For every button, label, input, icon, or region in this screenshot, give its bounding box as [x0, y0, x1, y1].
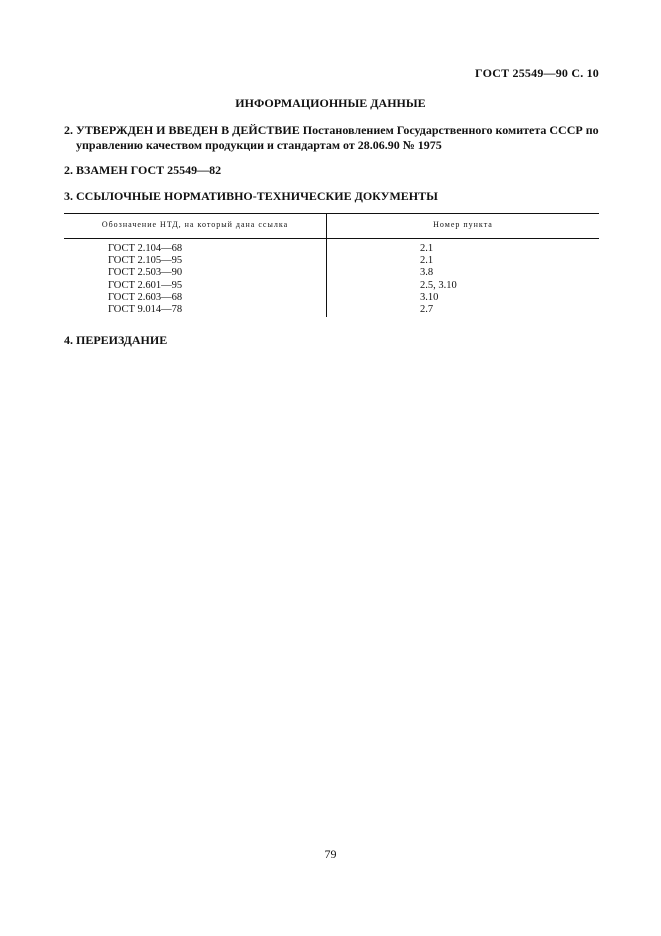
section-reissue [64, 333, 599, 348]
section-reissue-heading: 4. ПЕРЕИЗДАНИЕ [64, 333, 168, 347]
page-title: ИНФОРМАЦИОННЫЕ ДАННЫЕ [235, 96, 426, 110]
table-cell-document: ГОСТ 2.603—68 [108, 291, 183, 303]
running-header: ГОСТ 25549—90 С. 10 [475, 66, 599, 80]
table-cell-item: 3.8 [420, 267, 434, 279]
section-replaces-heading: 2. ВЗАМЕН ГОСТ 25549—82 [64, 163, 222, 177]
table-cell-item: 2.1 [420, 255, 434, 267]
references-table [64, 213, 599, 317]
section-approved-text-line2: управлению качеством продукции и стандартам от 28.06.90 № 1975 [76, 138, 442, 152]
section-approved [64, 123, 599, 153]
table-cell-document: ГОСТ 9.014—78 [108, 304, 183, 316]
section-references-heading: 3. ССЫЛОЧНЫЕ НОРМАТИВНО-ТЕХНИЧЕСКИЕ ДОКУМЕНТЫ [64, 189, 438, 203]
page-number: 79 [324, 847, 337, 861]
table-cell-document: ГОСТ 2.105—95 [108, 255, 183, 267]
table-cell-item: 2.5, 3.10 [420, 279, 457, 291]
column-header-document: Обозначение НТД, на который дана ссылка [101, 220, 289, 229]
document-column [108, 243, 318, 316]
item-column [420, 243, 590, 316]
table-cell-item: 2.7 [420, 304, 434, 316]
table-cell-document: ГОСТ 2.601—95 [108, 279, 183, 291]
table-cell-document: ГОСТ 2.503—90 [108, 267, 183, 279]
table-cell-item: 2.1 [420, 243, 434, 254]
table-cell-item: 3.10 [420, 291, 439, 303]
section-approved-text-line1: Постановлением Государственного комитета СССР по [302, 123, 599, 137]
table-header-rule [64, 238, 599, 239]
table-top-rule [64, 213, 599, 214]
table-cell-document: ГОСТ 2.104—68 [108, 243, 183, 254]
section-references [64, 189, 599, 204]
section-replaces [64, 163, 599, 178]
column-header-item: Номер пункта [433, 220, 493, 229]
section-approved-heading: 2. УТВЕРЖДЕН И ВВЕДЕН В ДЕЙСТВИЕ [64, 123, 300, 137]
